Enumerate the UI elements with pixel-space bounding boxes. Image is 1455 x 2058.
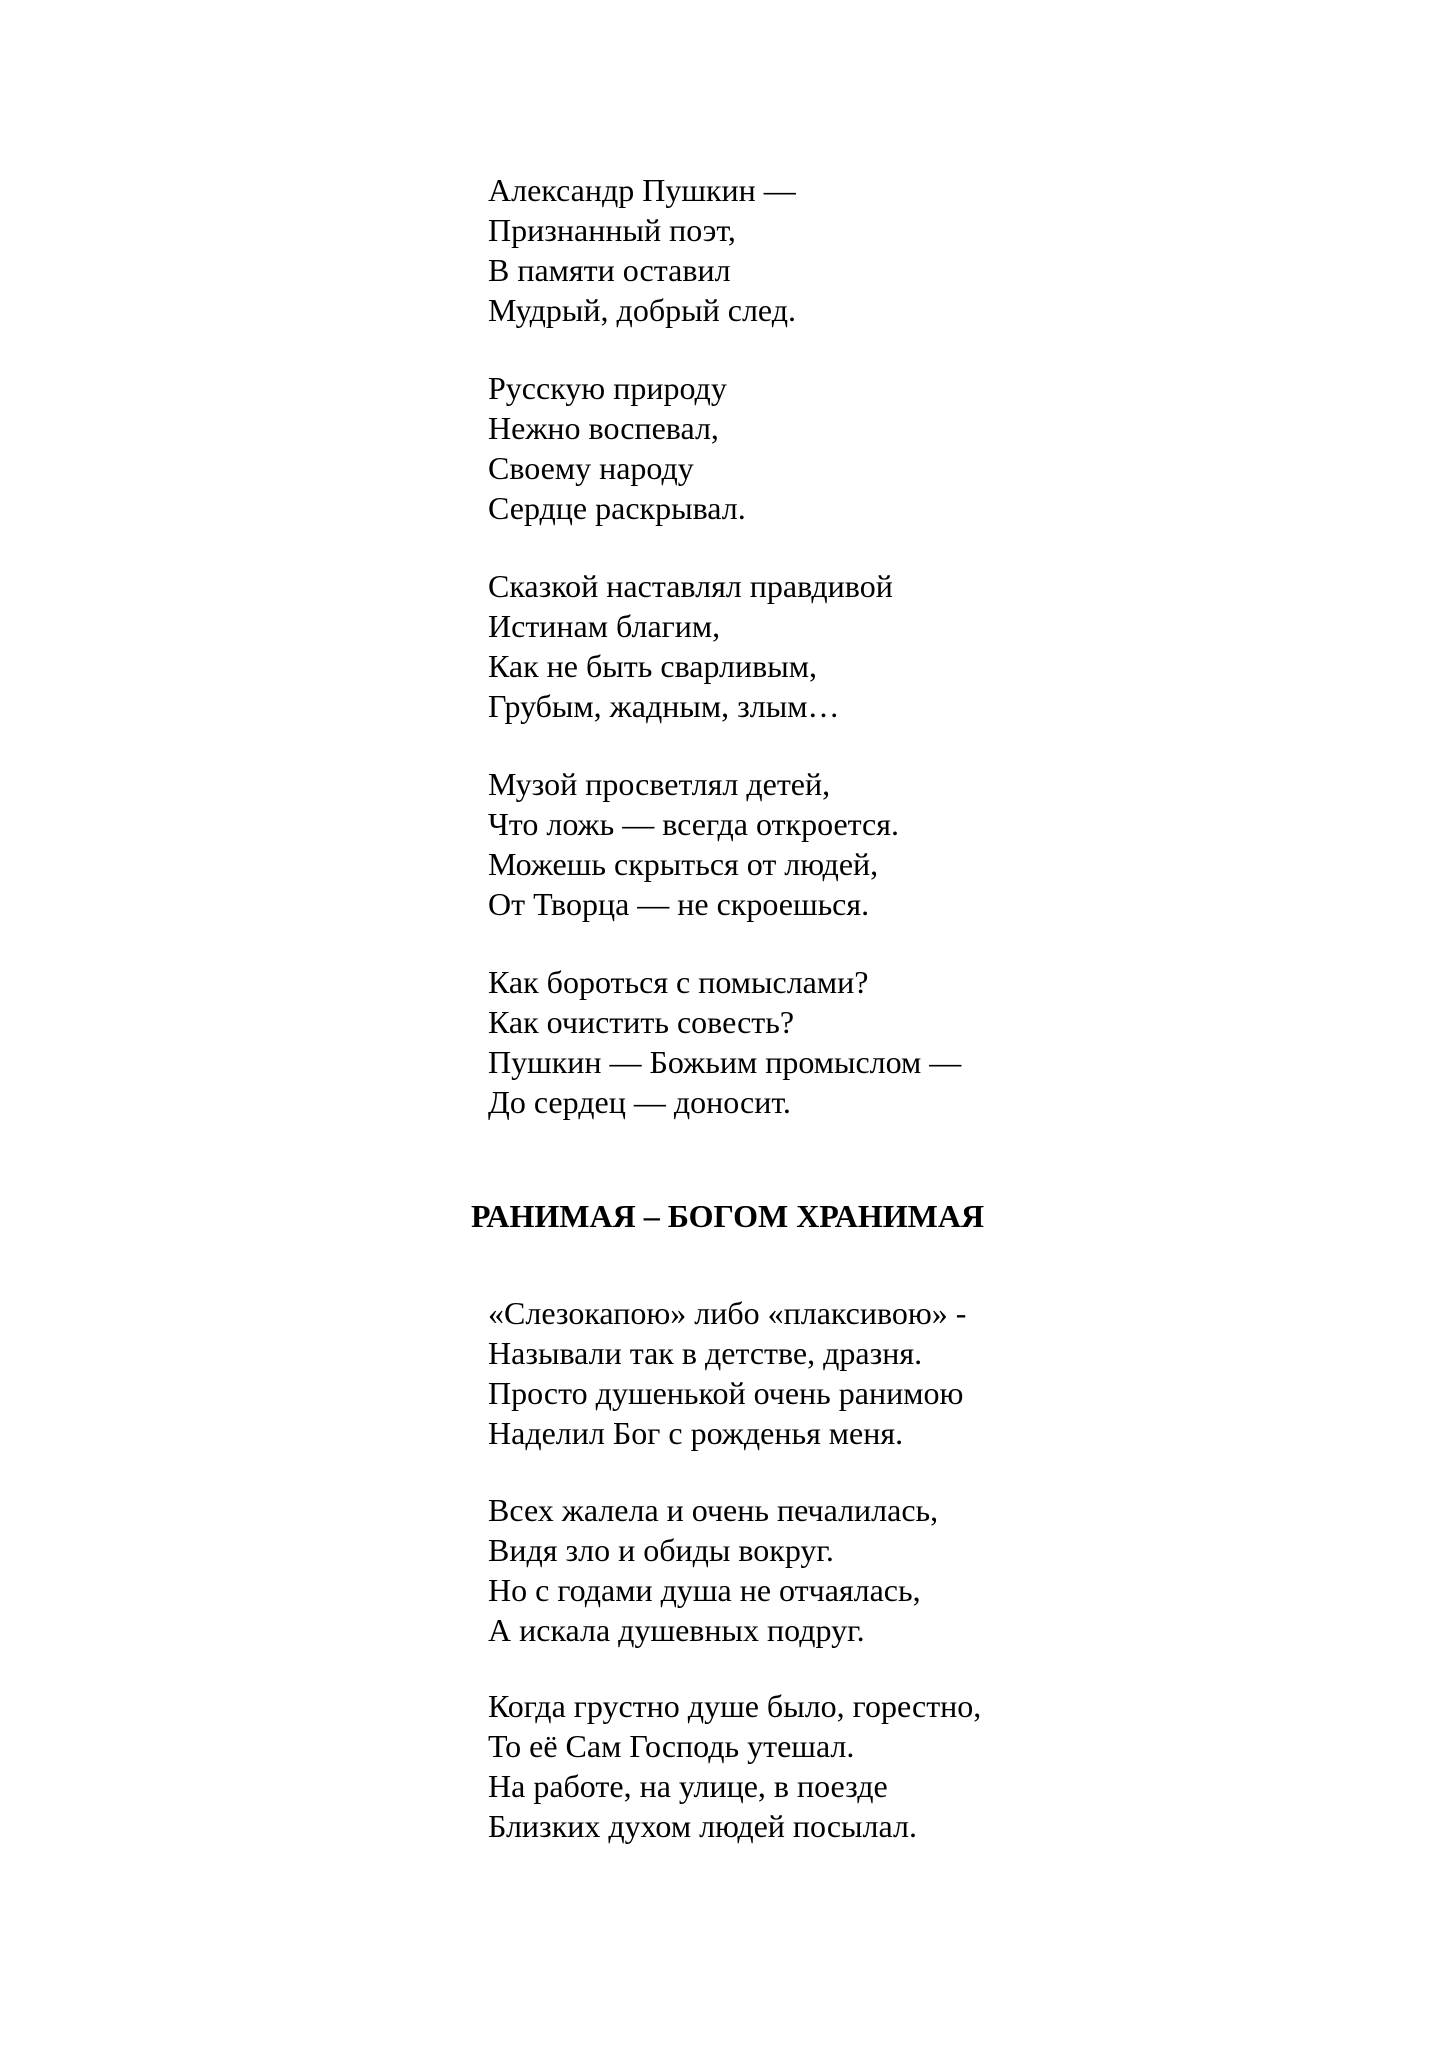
poem-line: Как очистить совесть? [488,1004,795,1040]
poem-line: Нежно воспевал, [488,410,719,446]
poem-line: Александр Пушкин — [488,172,796,208]
poem-line: Видя зло и обиды вокруг. [488,1532,834,1568]
poem-line: Музой просветлял детей, [488,766,831,802]
poem-line: Близких духом людей посылал. [488,1808,917,1844]
poem-line: Пушкин — Божьим промыслом — [488,1044,962,1080]
poem-line: А искала душевных подруг. [488,1612,865,1648]
poem-line: Что ложь — всегда откроется. [488,806,899,842]
poem-title: РАНИМАЯ – БОГОМ ХРАНИМАЯ [470,1198,985,1234]
poem-line: Сердце раскрывал. [488,490,746,526]
poem-line: То её Сам Господь утешал. [488,1728,855,1764]
poem-line: Всех жалела и очень печалилась, [488,1492,939,1528]
poem-line: От Творца — не скроешься. [488,886,870,922]
poem-line: Истинам благим, [488,608,721,644]
poem-line: Просто душенькой очень ранимою [488,1375,964,1411]
poem2-stanza-1 [488,1293,966,1453]
poem-line: До сердец — доносит. [488,1084,791,1120]
poem-line: Своему народу [488,450,694,486]
poem1-stanza-4 [488,764,899,924]
poem-line: На работе, на улице, в поезде [488,1768,888,1804]
poem-line: Признанный поэт, [488,212,736,248]
poem-line: Как бороться с помыслами? [488,964,869,1000]
poem-line: В памяти оставил [488,252,731,288]
poem2-stanza-3 [488,1686,981,1846]
poem-line: Сказкой наставлял правдивой [488,568,893,604]
poem-line: Как не быть сварливым, [488,648,817,684]
poem-line: Мудрый, добрый след. [488,292,796,328]
poem-line: Наделил Бог с рожденья меня. [488,1415,904,1451]
poem-line: Когда грустно душе было, горестно, [488,1688,982,1724]
poem-line: Называли так в детстве, дразня. [488,1335,923,1371]
poem-line: Но с годами душа не отчаялась, [488,1572,921,1608]
poem1-stanza-1 [488,170,796,330]
poem1-stanza-5 [488,962,961,1122]
poem2-stanza-2 [488,1490,938,1650]
poem1-stanza-3 [488,566,893,726]
poem-line: «Слезокапою» либо «плаксивою» - [488,1295,967,1331]
poem-line: Можешь скрыться от людей, [488,846,879,882]
poem-line: Русскую природу [488,370,727,406]
poem-line: Грубым, жадным, злым… [488,688,840,724]
poem1-stanza-2 [488,368,746,528]
